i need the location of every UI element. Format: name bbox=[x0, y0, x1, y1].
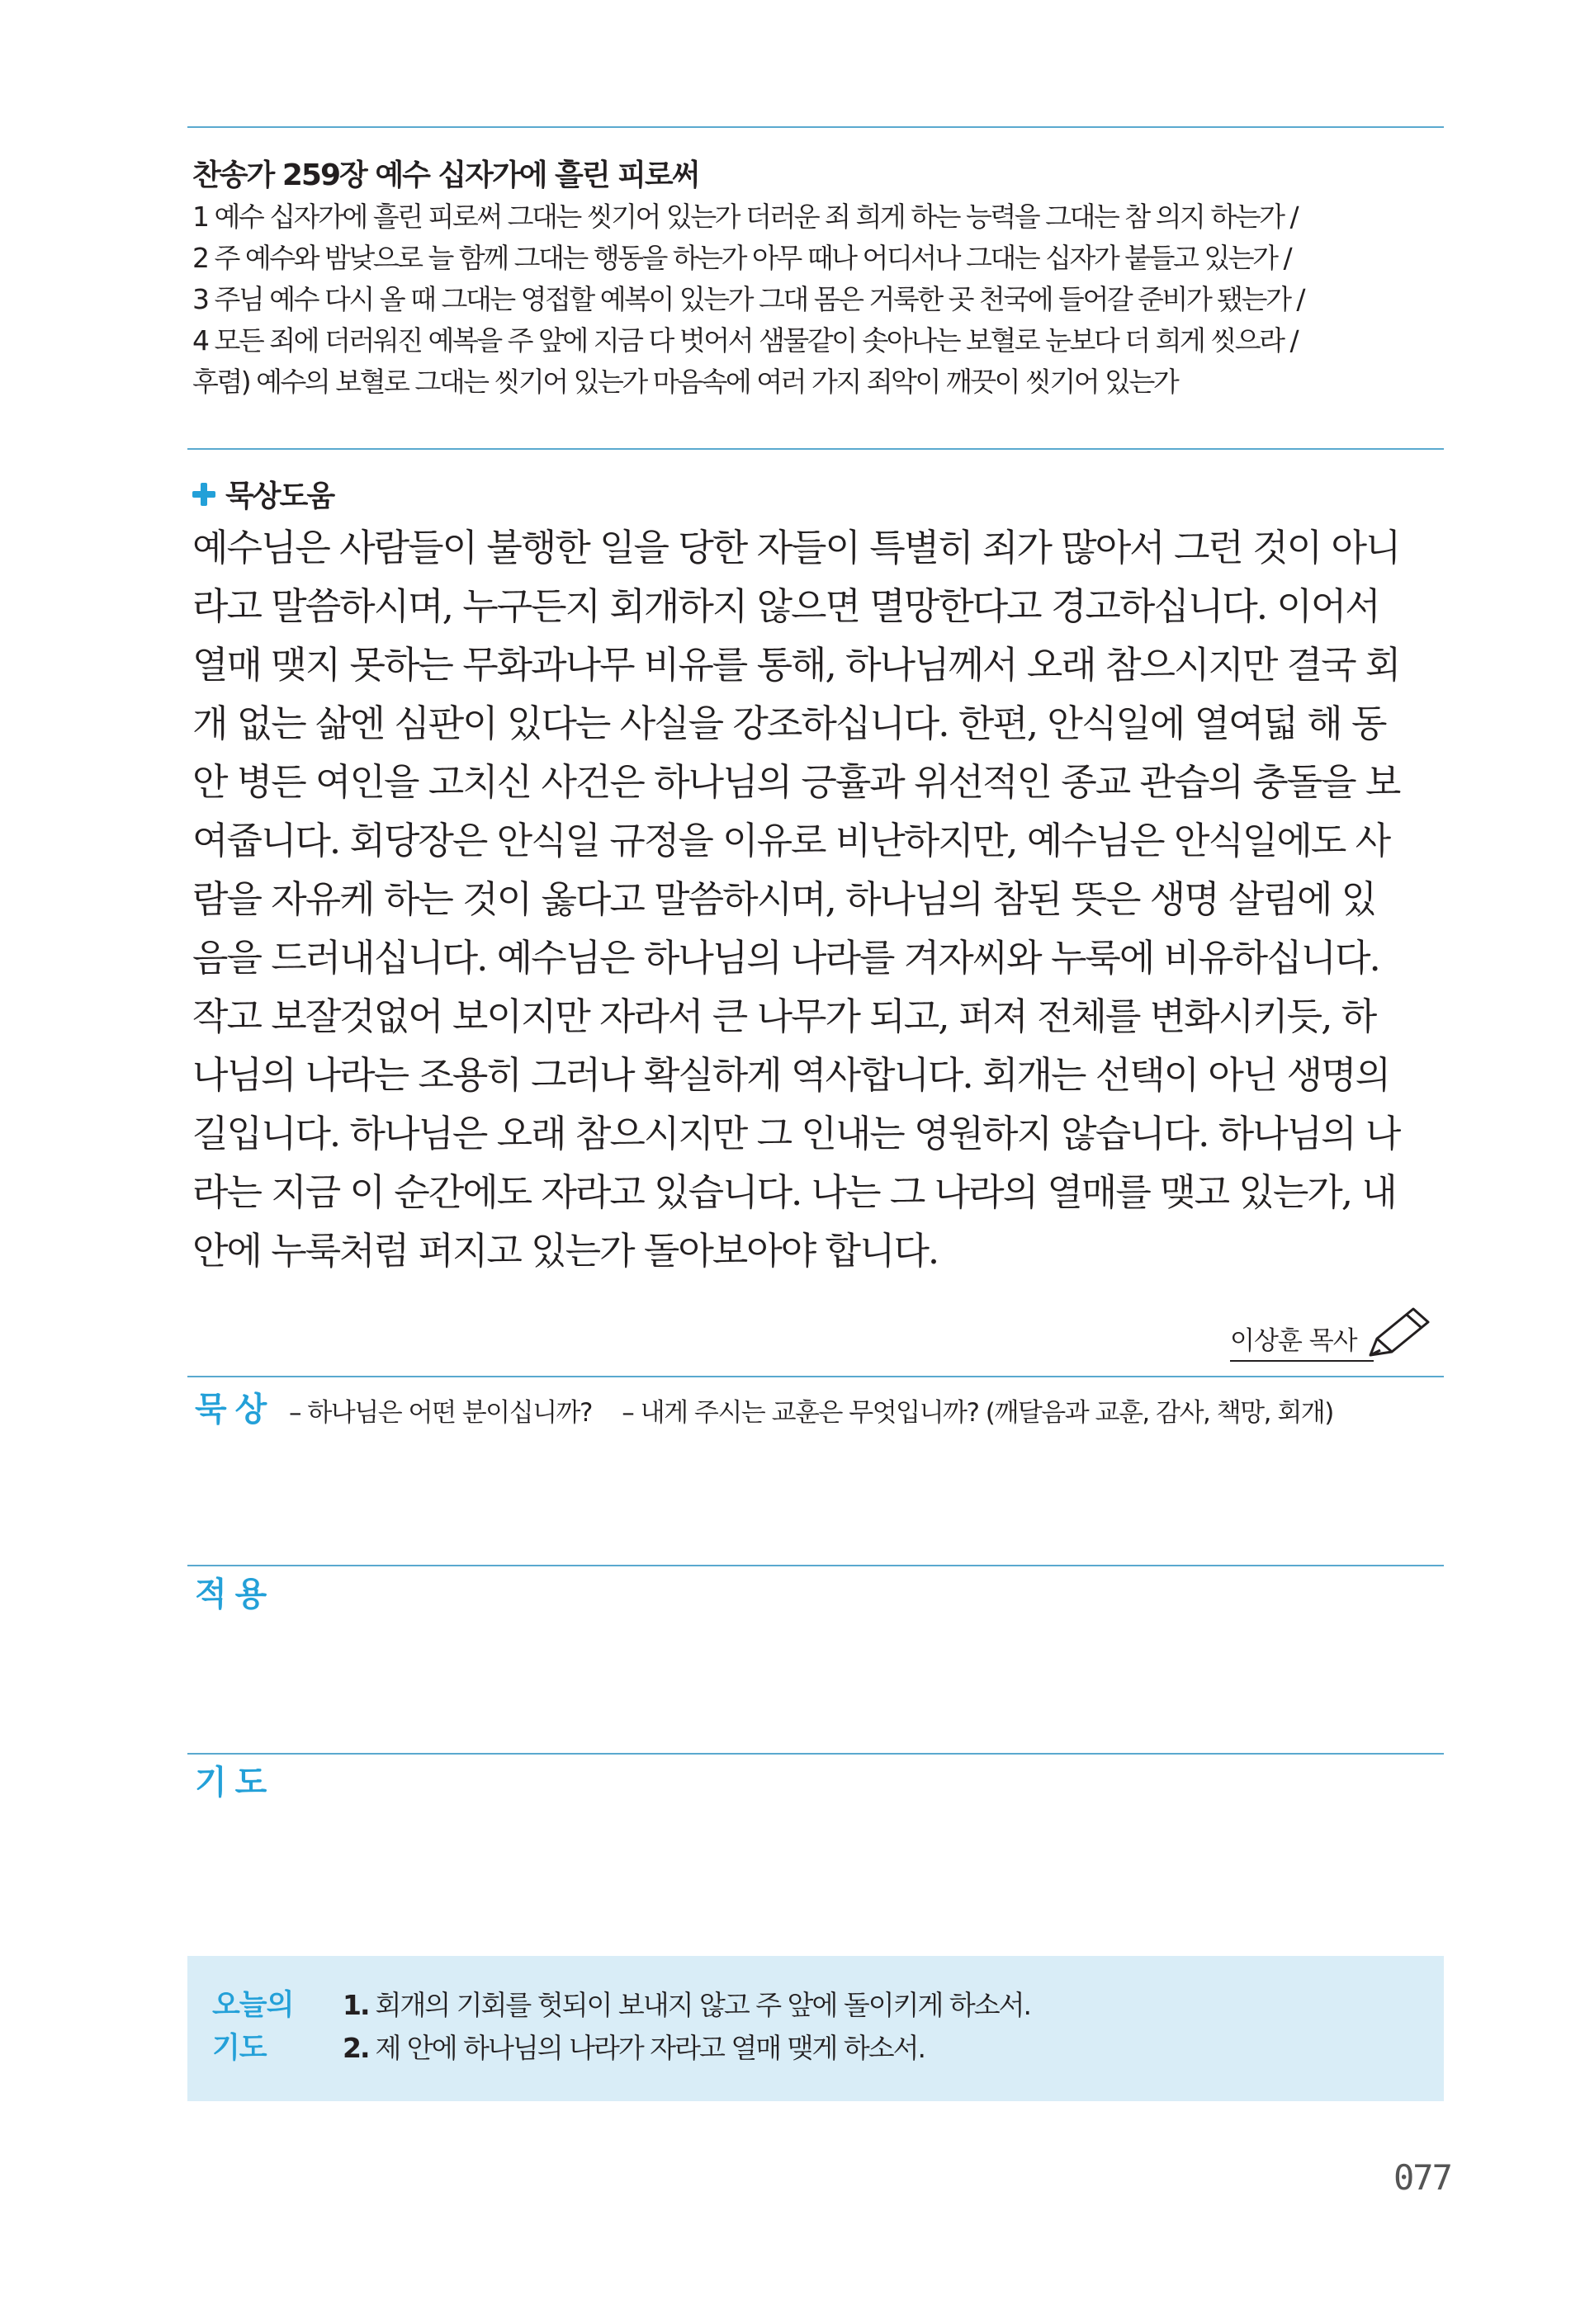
hymn-verse-2: 2 주 예수와 밤낮으로 늘 함께 그대는 행동을 하는가 아무 때나 어디서나 그대는 십자가 붙들고 있는가 / bbox=[192, 242, 1291, 274]
todays-prayer-items bbox=[343, 1984, 1030, 2070]
prayer-item-text: 제 안에 하나님의 나라가 자라고 열매 맺게 하소서. bbox=[375, 2032, 925, 2064]
prayer-item bbox=[343, 2027, 1030, 2070]
hymn-title: 찬송가 259장 예수 십자가에 흘린 피로써 bbox=[192, 158, 699, 192]
todays-prayer-label-line2: 기도 bbox=[212, 2032, 267, 2065]
hymn-verse-1: 1 예수 십자가에 흘린 피로써 그대는 씻기어 있는가 더러운 죄 희게 하는 능력을 그대는 참 의지 하는가 / bbox=[192, 201, 1298, 233]
meditation-divider bbox=[187, 1376, 1444, 1377]
meditation-prompt-1: – 하나님은 어떤 분이십니까? bbox=[289, 1398, 592, 1428]
meditation-help-title: 묵상도움 bbox=[225, 479, 334, 513]
prayer-item-text: 회개의 기회를 헛되이 보내지 않고 주 앞에 돌이키게 하소서. bbox=[375, 1989, 1030, 2021]
hymn-verse-3: 3 주님 예수 다시 올 때 그대는 영접할 예복이 있는가 그대 몸은 거룩한 곳 천국에 들어갈 준비가 됐는가 / bbox=[192, 283, 1304, 315]
hymn-verse-4: 4 모든 죄에 더러워진 예복을 주 앞에 지금 다 벗어서 샘물같이 솟아나는 보혈로 눈보다 더 희게 씻으라 / bbox=[192, 324, 1298, 357]
body-line: 예수님은 사람들이 불행한 일을 당한 자들이 특별히 죄가 많아서 그런 것이 아니 bbox=[192, 526, 1400, 569]
body-line: 길입니다. 하나님은 오래 참으시지만 그 인내는 영원하지 않습니다. 하나님의 나 bbox=[192, 1112, 1400, 1155]
meditation-prompts bbox=[289, 1391, 1356, 1429]
prayer-item-number: 2. bbox=[343, 2032, 369, 2064]
body-line: 여줍니다. 회당장은 안식일 규정을 이유로 비난하지만, 예수님은 안식일에도 사 bbox=[192, 819, 1390, 862]
body-line: 열매 맺지 못하는 무화과나무 비유를 통해, 하나님께서 오래 참으시지만 결국 회 bbox=[192, 643, 1400, 687]
body-line: 안에 누룩처럼 퍼지고 있는가 돌아보아야 합니다. bbox=[192, 1229, 939, 1273]
prayer-item-number: 1. bbox=[343, 1989, 369, 2021]
author-signature bbox=[1230, 1304, 1436, 1362]
body-line: 라는 지금 이 순간에도 자라고 있습니다. 나는 그 나라의 열매를 맺고 있는가, 내 bbox=[192, 1170, 1396, 1214]
prayer-item bbox=[343, 1984, 1030, 2027]
body-line: 개 없는 삶엔 심판이 있다는 사실을 강조하십니다. 한편, 안식일에 열여덟 해 동 bbox=[192, 701, 1386, 745]
body-line: 나님의 나라는 조용히 그러나 확실하게 역사합니다. 회개는 선택이 아닌 생명의 bbox=[192, 1053, 1390, 1097]
body-line: 안 병든 여인을 고치신 사건은 하나님의 긍휼과 위선적인 종교 관습의 충돌을 보 bbox=[192, 760, 1400, 804]
prayer-label: 기도 bbox=[195, 1764, 276, 1802]
top-divider bbox=[187, 126, 1444, 128]
meditation-prompt-2: – 내게 주시는 교훈은 무엇입니까? (깨달음과 교훈, 감사, 책망, 회개) bbox=[622, 1398, 1333, 1428]
application-label: 적용 bbox=[195, 1575, 276, 1613]
meditation-help-heading bbox=[192, 473, 334, 515]
body-line: 라고 말씀하시며, 누구든지 회개하지 않으면 멸망한다고 경고하십니다. 이어서 bbox=[192, 584, 1379, 628]
hymn-divider bbox=[187, 448, 1444, 450]
page-number: 077 bbox=[1393, 2157, 1451, 2198]
todays-prayer-box bbox=[187, 1956, 1444, 2101]
pencil-icon bbox=[1362, 1304, 1436, 1362]
todays-prayer-label bbox=[212, 1984, 293, 2070]
hymn-block bbox=[192, 155, 1447, 403]
plus-icon bbox=[192, 483, 215, 506]
meditation-label: 묵상 bbox=[195, 1391, 276, 1429]
prayer-divider bbox=[187, 1753, 1444, 1755]
body-line: 음을 드러내십니다. 예수님은 하나님의 나라를 겨자씨와 누룩에 비유하십니다. bbox=[192, 936, 1379, 980]
body-line: 람을 자유케 하는 것이 옳다고 말씀하시며, 하나님의 참된 뜻은 생명 살림에 있 bbox=[192, 877, 1376, 921]
meditation-body bbox=[192, 518, 1447, 1280]
hymn-chorus: 후렴) 예수의 보혈로 그대는 씻기어 있는가 마음속에 여러 가지 죄악이 깨끗이 씻기어 있는가 bbox=[192, 366, 1178, 398]
author-name: 이상훈 목사 bbox=[1230, 1320, 1374, 1362]
todays-prayer-label-line1: 오늘의 bbox=[212, 1989, 294, 2022]
body-line: 작고 보잘것없어 보이지만 자라서 큰 나무가 되고, 퍼져 전체를 변화시키듯, 하 bbox=[192, 994, 1376, 1038]
application-divider bbox=[187, 1565, 1444, 1566]
